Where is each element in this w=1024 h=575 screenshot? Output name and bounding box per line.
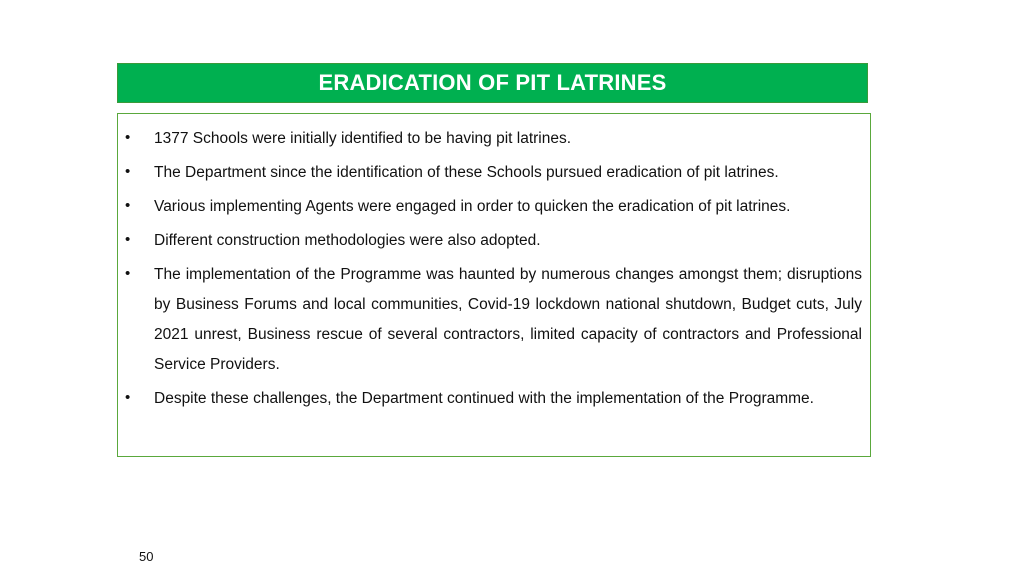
bullet-item: [118, 124, 870, 154]
bullet-marker: •: [125, 265, 131, 282]
bullet-text: Despite these challenges, the Department continued with the implementation of the Programme.: [154, 390, 814, 407]
content-box: [117, 113, 871, 457]
page-number: 50: [139, 549, 154, 564]
bullet-text: Various implementing Agents were engaged in order to quicken the eradication of pit latrines.: [154, 198, 791, 215]
bullet-marker: •: [125, 389, 131, 406]
bullet-marker: •: [125, 231, 131, 248]
bullet-list: [118, 124, 870, 418]
bullet-item: [118, 260, 870, 380]
bullet-text: 1377 Schools were initially identified to be having pit latrines.: [154, 130, 572, 147]
bullet-marker: •: [125, 197, 131, 214]
bullet-text: The implementation of the Programme was haunted by numerous changes amongst them; disruptions by Business Forums and local communities, Covid-19 lockdown national shutdown, Budget cuts, July 2021 unrest, Business rescue of several contractors, limited capacity of contractors and Professional Service Providers.: [154, 266, 862, 373]
bullet-item: [118, 158, 870, 188]
bullet-text: Different construction methodologies were also adopted.: [154, 232, 541, 249]
bullet-marker: •: [125, 163, 131, 180]
bullet-item: [118, 192, 870, 222]
bullet-item: [118, 226, 870, 256]
bullet-item: [118, 384, 870, 414]
slide-title: ERADICATION OF PIT LATRINES: [318, 70, 667, 95]
bullet-text: The Department since the identification of these Schools pursued eradication of pit latrines.: [154, 164, 779, 181]
title-banner: [117, 63, 868, 103]
bullet-marker: •: [125, 129, 131, 146]
